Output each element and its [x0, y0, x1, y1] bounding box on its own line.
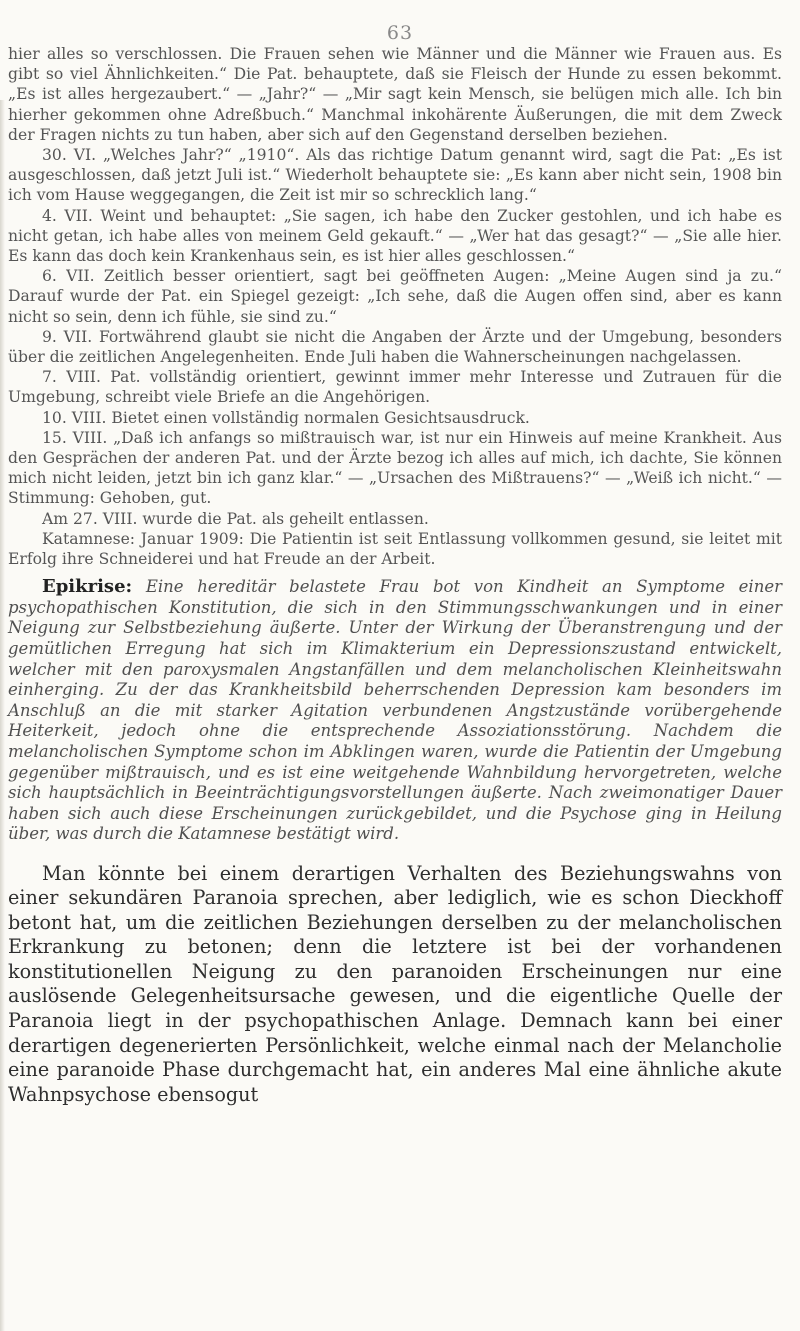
- page-number: 63: [386, 22, 414, 44]
- epikrise-paragraph: [8, 577, 782, 845]
- paragraph-8: 15. VIII. „Daß ich anfangs so mißtrauisch war, ist nur ein Hinweis auf meine Krankheit. Aus den Gesprächen der anderen Pat. und der Ärzte bezog ich alles auf mich, ich dachte, Sie können mich nicht leiden, jetzt bin ich ganz klar.“ — „Ursachen des Mißtrauens?“ — „Weiß ich nicht.“ — Stimmung: Gehoben, gut.: [8, 428, 782, 508]
- page-text: [8, 44, 782, 1127]
- paragraph-2: 30. VI. „Welches Jahr?“ „1910“. Als das richtige Datum genannt wird, sagt die Pat: „Es ist ausgeschlossen, daß jetzt Juli ist.“ Wiederholt behauptete sie: „Es kann aber nicht sein, 1908 bin ich vom Hause weggegangen, die Zeit ist mir so schrecklich lang.“: [8, 146, 782, 205]
- paragraph-5: 9. VII. Fortwährend glaubt sie nicht die Angaben der Ärzte und der Umgebung, besonders über die zeitlichen Angelegenheiten. Ende Juli haben die Wahnerscheinungen nachgelassen.: [8, 327, 782, 367]
- epikrise-text: Eine hereditär belastete Frau bot von Kindheit an Symptome einer psychopathischen Konstitution, die sich in den Stimmungsschwankungen und in einer Neigung zur Selbstbeziehung äußerte. Unter der Wirkung der Überanstrengung und der gemütlichen Erregung hat sich im Klimakterium ein Depressionszustand entwickelt, welcher mit den paroxysmalen Angstanfällen und dem melancholischen Kleinheitswahn einherging. Zu der das Krankheitsbild beherrschenden Depression kam besonders im Anschluß an die mit starker Agitation verbundenen Angstzustände vorübergehende Heiterkeit, jedoch ohne die entsprechende Assoziationsstörung. Nachdem die melancholischen Symptome schon im Abklingen waren, wurde die Patientin der Umgebung gegenüber mißtrauisch, und es ist eine weitgehende Wahnbildung hervorgetreten, welche sich hauptsächlich in Beeinträchtigungsvorstellungen äußerte. Nach zweimonatiger Dauer haben sich auch diese Erscheinungen zurückgebildet, und die Psychose ging in Heilung über, was durch die Katamnese bestätigt wird.: [8, 577, 782, 844]
- conclusion-paragraph: Man könnte bei einem derartigen Verhalten des Beziehungswahns von einer sekundären Paranoia sprechen, aber lediglich, wie es schon Dieckhoff betont hat, um die zeitlichen Beziehungen derselben zu der melancholischen Erkrankung zu betonen; denn die letztere ist bei der vorhandenen konstitutionellen Neigung zu den paranoiden Erscheinungen nur eine auslösende Gelegenheitsursache gewesen, und die eigentliche Quelle der Paranoia liegt in der psychopathischen Anlage. Demnach kann bei einer derartigen degenerierten Persönlichkeit, welche einmal nach der Melancholie eine paranoide Phase durchgemacht hat, ein anderes Mal eine ähnliche akute Wahnpsychose ebensogut: [8, 861, 782, 1106]
- paragraph-4: 6. VII. Zeitlich besser orientiert, sagt bei geöffneten Augen: „Meine Augen sind ja zu.“ Darauf wurde der Pat. ein Spiegel gezeigt: „Ich sehe, daß die Augen offen sind, aber es kann nicht so sein, denn ich fühle, sie sind zu.“: [8, 267, 782, 326]
- paragraph-9: Am 27. VIII. wurde die Pat. als geheilt entlassen.: [42, 509, 429, 528]
- paragraph-7: 10. VIII. Bietet einen vollständig normalen Gesichtsausdruck.: [42, 408, 530, 427]
- paragraph-6: 7. VIII. Pat. vollständig orientiert, gewinnt immer mehr Interesse und Zutrauen für die Umgebung, schreibt viele Briefe an die Angehörigen.: [8, 368, 782, 407]
- katamnese-paragraph: Katamnese: Januar 1909: Die Patientin ist seit Entlassung vollkommen gesund, sie leitet mit Erfolg ihre Schneiderei und hat Freude an der Arbeit.: [8, 529, 782, 569]
- binding-shadow: [0, 100, 5, 1331]
- epikrise-label: Epikrise:: [42, 576, 133, 598]
- paragraph-1: hier alles so verschlossen. Die Frauen sehen wie Männer und die Männer wie Frauen aus. Es gibt so viel Ähnlichkeiten.“ Die Pat. behauptete, daß sie Fleisch der Hunde zu essen bekommt. „Es ist alles hergezaubert.“ — „Jahr?“ — „Mir sagt kein Mensch, sie belügen mich alle. Ich bin hierher gekommen ohne Adreßbuch.“ Manchmal inkohärente Äußerungen, die mit dem Zweck der Fragen nichts zu tun haben, aber sich auf den Gegenstand derselben beziehen.: [8, 45, 782, 144]
- paragraph-3: 4. VII. Weint und behauptet: „Sie sagen, ich habe den Zucker gestohlen, und ich habe es nicht getan, ich habe alles von meinem Geld gekauft.“ — „Wer hat das gesagt?“ — „Sie alle hier. Es kann das doch kein Krankenhaus sein, es ist hier alles geschlossen.“: [8, 206, 782, 266]
